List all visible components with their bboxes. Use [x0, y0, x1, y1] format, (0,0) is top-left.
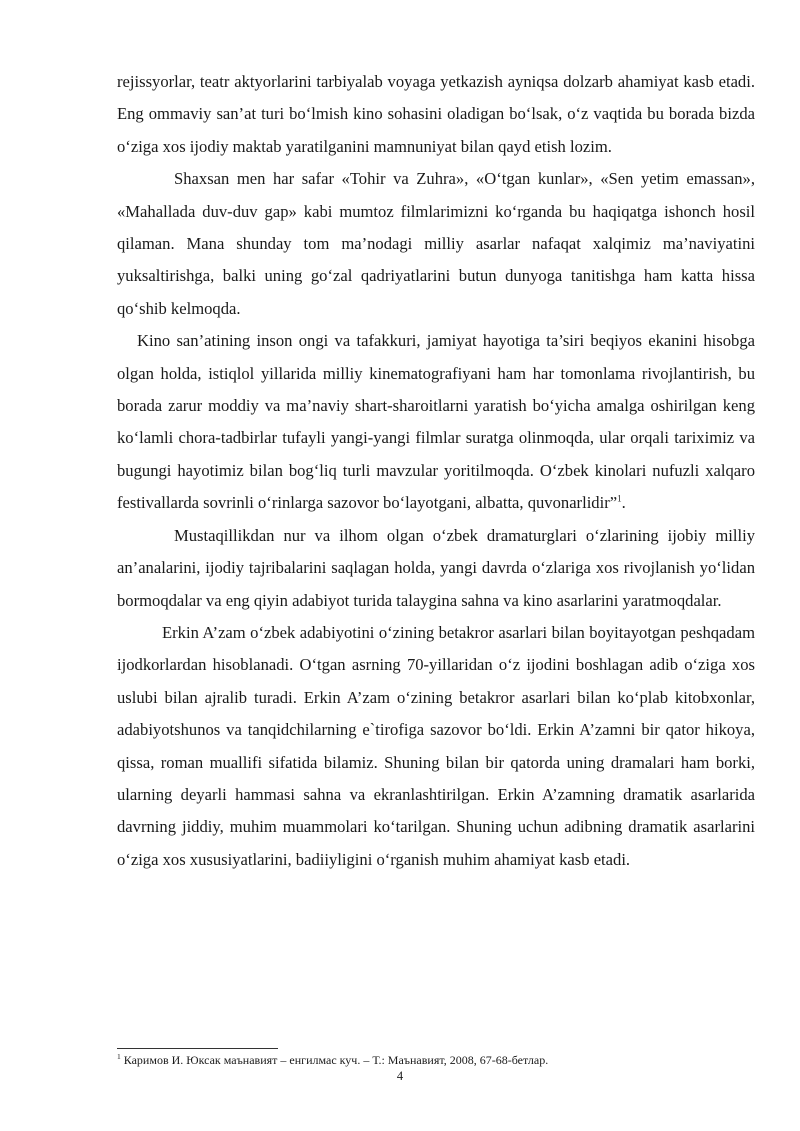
paragraph-3-end: .	[621, 493, 626, 513]
body-text	[117, 66, 755, 876]
page-number: 4	[396, 1069, 404, 1083]
paragraph-2: Shaxsan men har safar «Tohir va Zuhra», «O‘tgan kunlar», «Sen yetim emassan», «Mahallada duv-duv gap» kabi mumtoz filmlarimizni ko‘rganda bu haqiqatga ishonch hosil qilaman. Mana shunday tom ma’nodagi milliy asarlar nafaqat xalqimiz ma’naviyatini yuksaltirishga, balki uning go‘zal qadriyatlarini butun dunyoga tanitishga ham katta hissa qo‘shib kelmoqda.	[117, 169, 755, 318]
paragraph-3-text: Kino san’atining inson ongi va tafakkuri, jamiyat hayotiga ta’siri beqiyos ekanini hisobga olgan holda, istiqlol yillarida milliy kinematografiyani ham har tomonlama rivojlantirish, bu borada zarur moddiy va ma’naviy shart-sharoitlarni yaratish bo‘yicha amalga oshirilgan keng ko‘lamli chora-tadbirlar tufayli yangi-yangi filmlar suratga olinmoqda, ular orqali tariximiz va bugungi hayotimiz bilan bog‘liq turli mavzular yoritilmoqda. O‘zbek kinolari nufuzli xalqaro festivallarda sovrinli o‘rinlarga sazovor bo‘layotgani, albatta, quvonarlidir”	[117, 331, 755, 513]
footnote-marker: 1	[117, 1052, 121, 1061]
footnote-divider	[117, 1048, 278, 1049]
paragraph-4: Mustaqillikdan nur va ilhom olgan o‘zbek dramaturglari o‘zlarining ijobiy milliy an’analarini, ijodiy tajribalarini saqlagan holda, yangi davrda o‘zlariga xos rivojlanish yo‘lidan bormoqdalar va eng qiyin adabiyot turida talaygina sahna va kino asarlarini yaratmoqdalar.	[117, 525, 755, 610]
footnote-text: Каримов И. Юксак маънавият – енгилмас куч. – Т.: Маънавият, 2008, 67-68-бетлар.	[120, 1053, 549, 1067]
paragraph-3	[117, 325, 755, 519]
paragraph-1: rejissyorlar, teatr aktyorlarini tarbiyalab voyaga yetkazish ayniqsa dolzarb ahamiyat kasb etadi. Eng ommaviy san’at turi bo‘lmish kino sohasini oladigan bo‘lsak, o‘z vaqtida bu borada bizda o‘ziga xos ijodiy maktab yaratilganini mamnuniyat bilan qayd etish lozim.	[117, 72, 755, 156]
footnote-reference[interactable]: 1	[617, 493, 622, 504]
paragraph-5: Erkin A’zam o‘zbek adabiyotini o‘zining betakror asarlari bilan boyitayotgan peshqadam ijodkorlardan hisoblanadi. O‘tgan asrning 70-yillaridan o‘z ijodini boshlagan adib o‘ziga xos uslubi bilan ajralib turadi. Erkin A’zam o‘zining betakror asarlari bilan ko‘plab kitobxonlar, adabiyotshunos va tanqidchilarning e`tirofiga sazovor bo‘ldi. Erkin A’zamni bir qator hikoya, qissa, roman muallifi sifatida bilamiz. Shuning bilan bir qatorda uning dramalari ham borki, ularning deyarli hammasi sahna va ekranlashtirilgan. Erkin A’zamning dramatik asarlarida davrning jiddiy, muhim muammolari ko‘tarilgan. Shuning uchun adibning dramatik asarlarini o‘ziga xos xususiyatlarini, badiiyligini o‘rganish muhim ahamiyat kasb etadi.	[117, 622, 755, 869]
footnote	[117, 1053, 755, 1068]
